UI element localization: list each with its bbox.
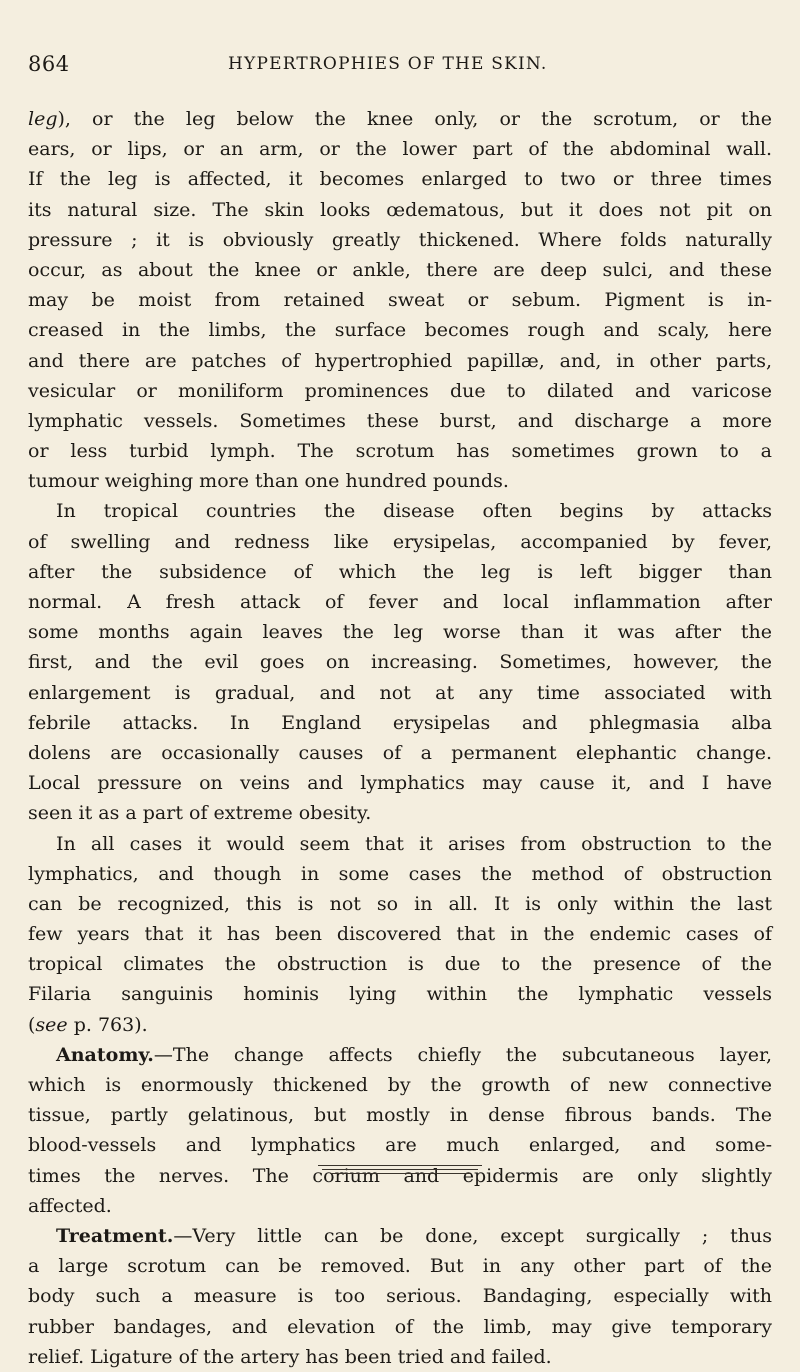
text-run: ( (28, 1013, 36, 1036)
paragraph-2-line-10: Local pressure on veins and lymphatics may cause it, and I have (28, 772, 772, 795)
paragraph-1-line-9: and there are patches of hypertrophied papillæ, and, in other parts, (28, 349, 772, 372)
paragraph-4-line-1 (28, 1040, 772, 1070)
italic-word: leg (28, 108, 58, 130)
paragraph-1-line-12: or less turbid lymph. The scrotum has sometimes grown to a (28, 440, 772, 463)
paragraph-2-line-11: seen it as a part of extreme obesity. (28, 802, 372, 825)
paragraph-2-line-2: of swelling and redness like erysipelas, accompanied by fever, (28, 530, 772, 553)
paragraph-4-line-3: tissue, partly gelatinous, but mostly in dense fibrous bands. The (28, 1104, 772, 1127)
paragraph-1-line-6: occur, as about the knee or ankle, there are deep sulci, and these (28, 258, 772, 281)
text-run: p. 763). (67, 1013, 148, 1036)
paragraph-4-line-5: times the nerves. The corium and epidermis are only slightly (28, 1164, 772, 1187)
paragraph-5-line-1 (28, 1221, 772, 1251)
paragraph-4-line-2: which is enormously thickened by the growth of new connective (28, 1074, 772, 1096)
paragraph-1-line-11: lymphatic vessels. Sometimes these burst, and discharge a more (28, 409, 772, 432)
paragraph-1-line-5: pressure ; it is obviously greatly thickened. Where folds naturally (28, 228, 772, 251)
paragraph-1-line-4: its natural size. The skin looks œdematous, but it does not pit on (28, 198, 772, 221)
paragraph-2-line-5: some months again leaves the leg worse than it was after the (28, 621, 772, 644)
paragraph-2-line-1: In tropical countries the disease often begins by attacks (56, 500, 772, 523)
paragraph-2-line-7: enlargement is gradual, and not at any time associated with (28, 681, 772, 704)
italic-word: see (35, 1013, 68, 1036)
section-heading-anatomy: Anatomy. (56, 1043, 154, 1066)
paragraph-5-line-5: relief. Ligature of the artery has been tried and failed. (28, 1345, 552, 1368)
paragraph-3-line-6: Filaria sanguinis hominis lying within the lymphatic vessels (28, 983, 772, 1006)
section-divider-rule (330, 1173, 470, 1174)
paragraph-1-line-13: tumour weighing more than one hundred pounds. (28, 470, 509, 493)
paragraph-3-line-2: lymphatics, and though in some cases the method of obstruction (28, 862, 772, 885)
paragraph-3-line-5: tropical climates the obstruction is due to the presence of the (28, 953, 772, 976)
paragraph-3-line-4: few years that it has been discovered that in the endemic cases of (28, 923, 772, 946)
section-divider-rule (318, 1165, 482, 1166)
text-run: —Very little can be done, except surgically ; thus (173, 1224, 772, 1247)
paragraph-2-line-8: febrile attacks. In England erysipelas and phlegmasia alba (28, 711, 772, 734)
paragraph-3-line-3: can be recognized, this is not so in all. It is only within the last (28, 892, 772, 915)
paragraph-2-line-9: dolens are occasionally causes of a permanent elephantic change. (28, 741, 772, 764)
paragraph-2-line-3: after the subsidence of which the leg is left bigger than (28, 560, 772, 583)
paragraph-1-line-1 (28, 104, 772, 134)
paragraph-1-line-3: If the leg is affected, it becomes enlarged to two or three times (28, 168, 772, 191)
paragraph-5-line-4: rubber bandages, and elevation of the limb, may give temporary (28, 1315, 772, 1338)
paragraph-3-line-7 (28, 1010, 772, 1040)
paragraph-2-line-4: normal. A fresh attack of fever and local inflammation after (28, 591, 772, 613)
body-text (28, 104, 772, 1372)
paragraph-4-line-4: blood-vessels and lymphatics are much enlarged, and some- (28, 1134, 772, 1157)
text-run: —The change affects chiefly the subcutaneous layer, (153, 1043, 772, 1066)
paragraph-5-line-2: a large scrotum can be removed. But in any other part of the (28, 1255, 772, 1278)
paragraph-1-line-2: ears, or lips, or an arm, or the lower part of the abdominal wall. (28, 138, 772, 161)
text-run: ), or the leg below the knee only, or the scrotum, or the (57, 108, 772, 130)
paragraph-1-line-10: vesicular or moniliform prominences due to dilated and varicose (28, 379, 772, 402)
section-divider-rule (322, 1169, 478, 1170)
paragraph-2-line-6: first, and the evil goes on increasing. Sometimes, however, the (28, 651, 772, 674)
paragraph-4-line-6: affected. (28, 1194, 112, 1217)
page-number: 864 (28, 52, 70, 76)
section-heading-treatment: Treatment. (56, 1224, 174, 1247)
paragraph-5-line-3: body such a measure is too serious. Bandaging, especially with (28, 1285, 772, 1308)
paragraph-1-line-8: creased in the limbs, the surface becomes rough and scaly, here (28, 319, 772, 342)
running-head: HYPERTROPHIES OF THE SKIN. (228, 54, 548, 74)
paragraph-1-line-7: may be moist from retained sweat or sebum. Pigment is in- (28, 289, 772, 312)
paragraph-3-line-1: In all cases it would seem that it arises from obstruction to the (56, 832, 772, 855)
page-header (28, 52, 772, 82)
